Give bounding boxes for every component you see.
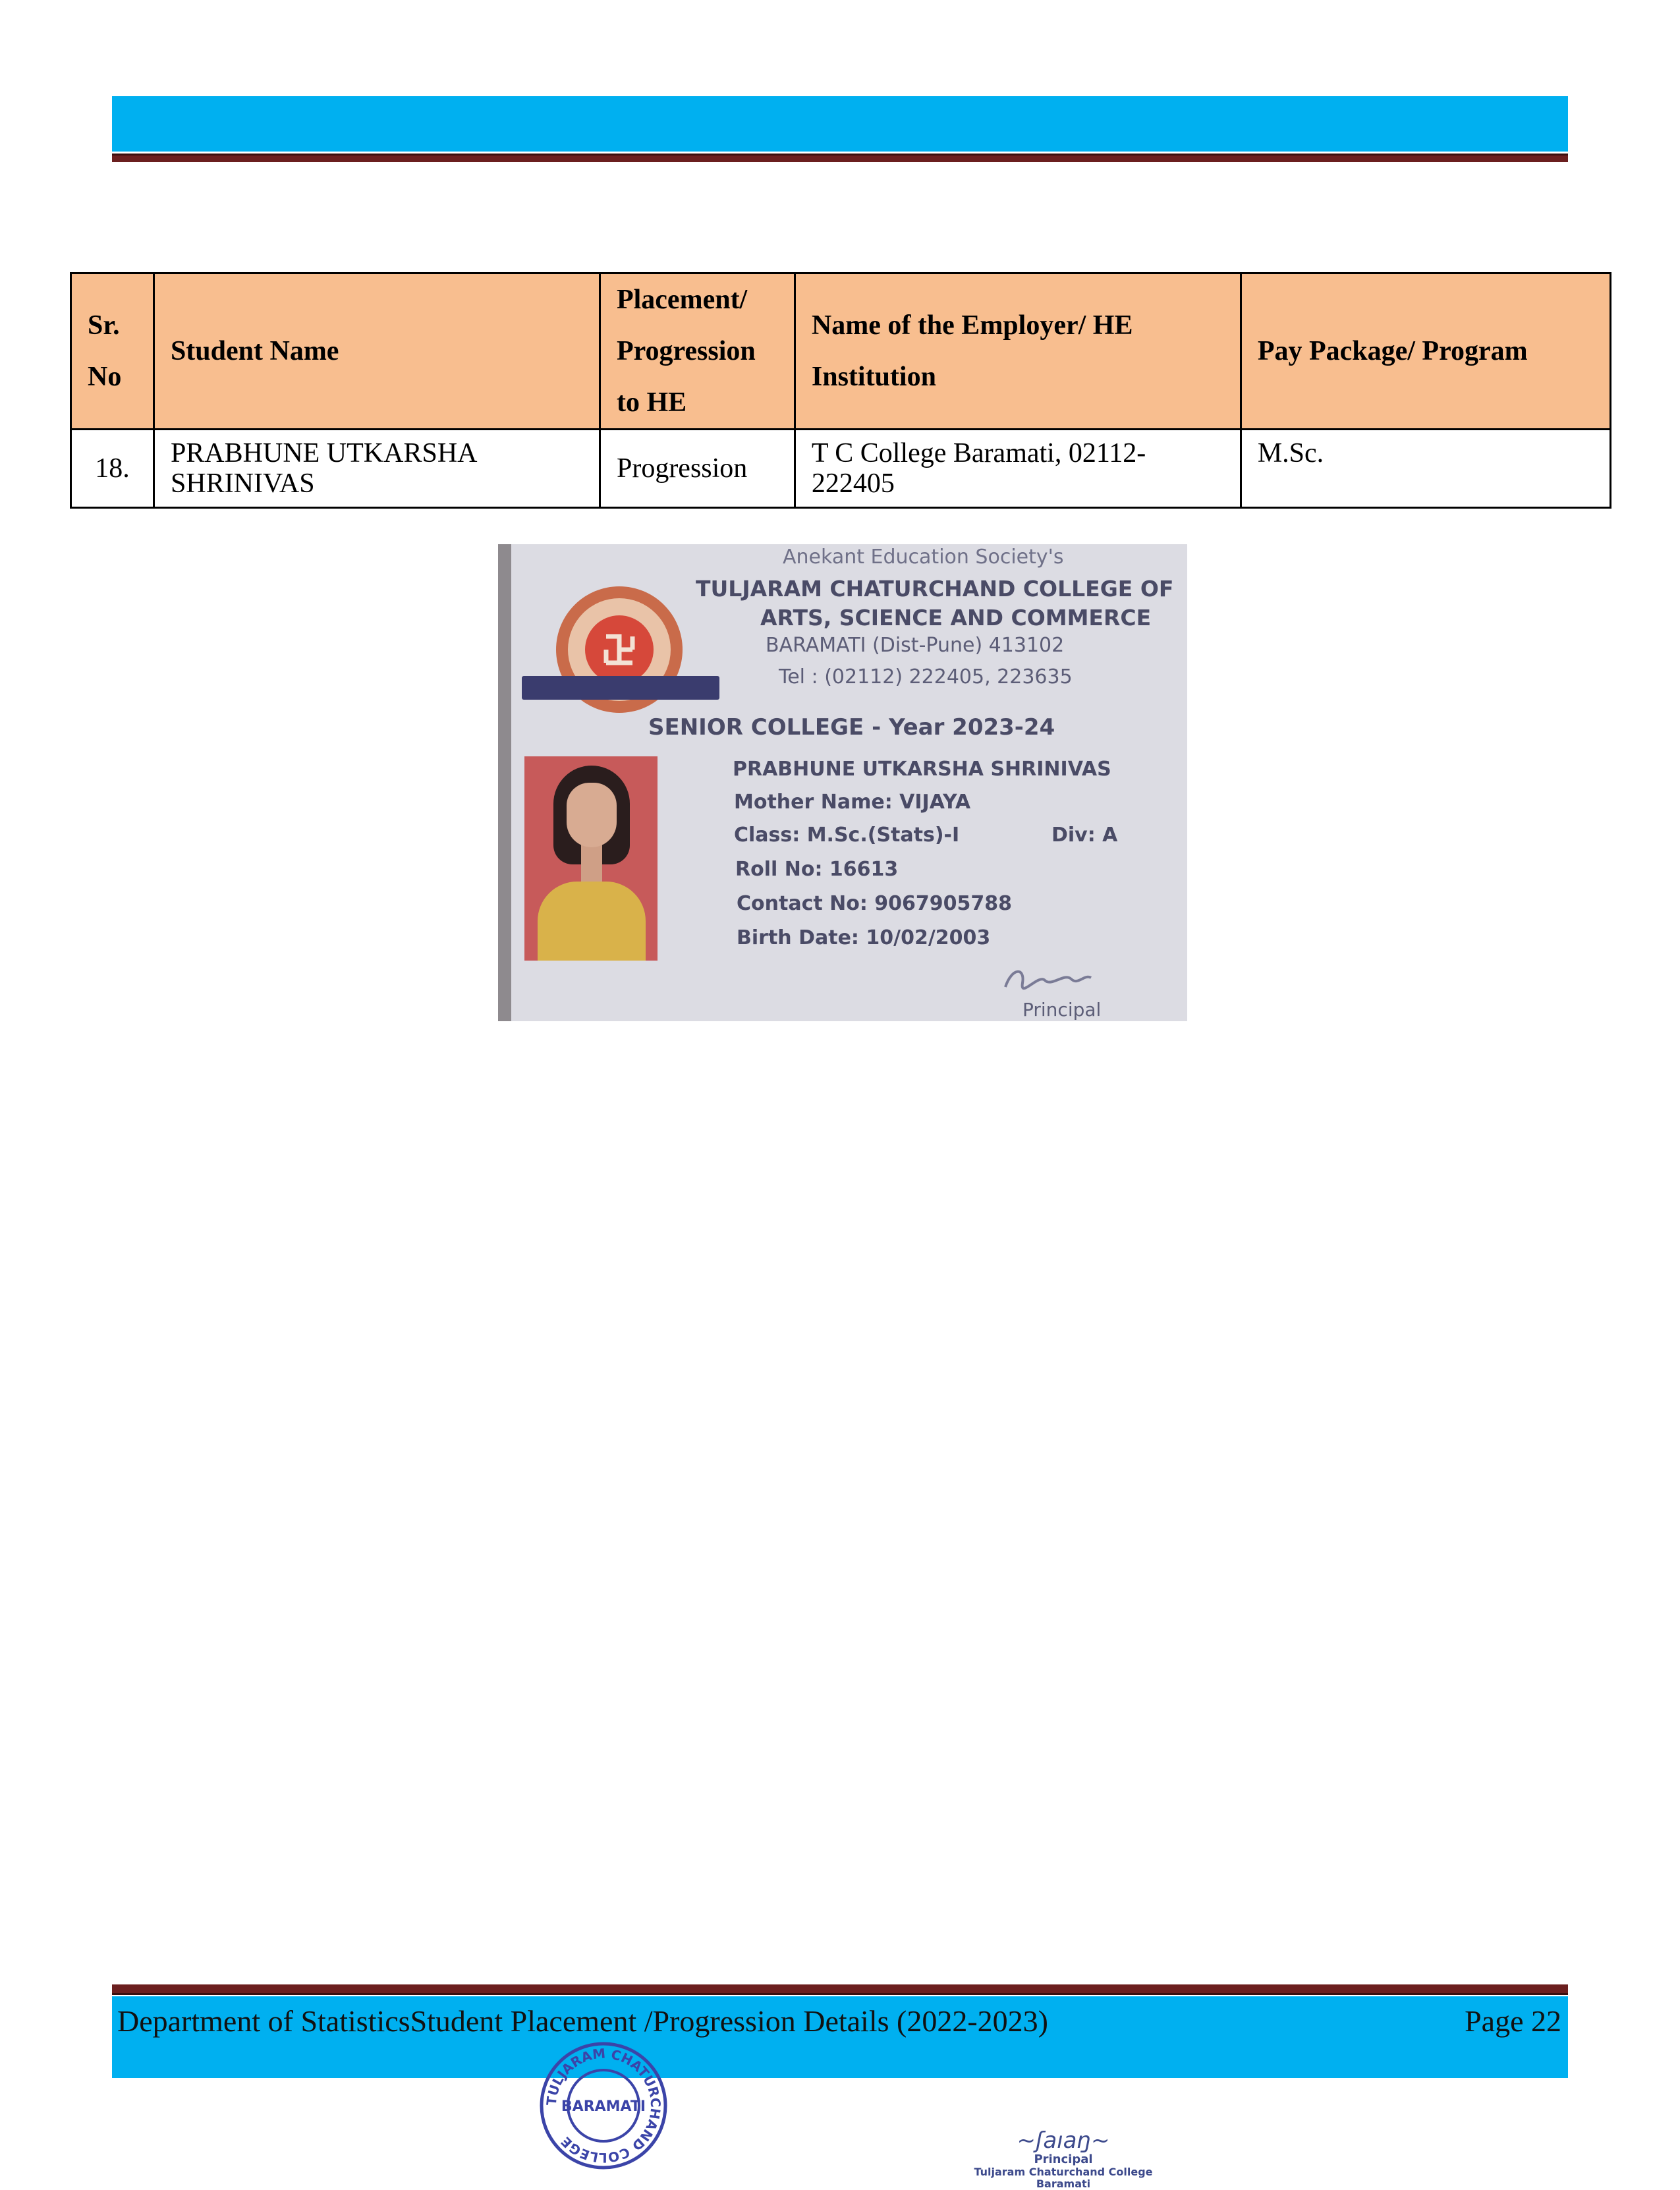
cell-employer: T C College Baramati, 02112-222405	[795, 430, 1241, 508]
seal-ring-text: TULJARAM CHATURCHAND COLLEGE	[543, 2045, 664, 2166]
cell-sr-no: 18.	[71, 430, 154, 508]
seal-center-text: BARAMATI	[561, 2098, 646, 2115]
card-signature-icon	[999, 961, 1098, 1000]
card-society: Anekant Education Society's	[783, 546, 1064, 569]
logo-banner	[522, 676, 719, 700]
cell-student-name: PRABHUNE UTKARSHA SHRINIVAS	[154, 430, 600, 508]
student-id-card-photo	[498, 544, 1187, 1021]
card-student-name: PRABHUNE UTKARSHA SHRINIVAS	[733, 758, 1111, 781]
header-pay-package: Pay Package/ Program	[1241, 273, 1610, 430]
card-contact-no: Contact No: 9067905788	[737, 892, 1013, 915]
cell-placement: Progression	[600, 430, 795, 508]
card-division: Div: A	[1051, 824, 1118, 847]
card-tel: Tel : (02112) 222405, 223635	[779, 665, 1073, 688]
header-rule	[112, 154, 1568, 162]
principal-signature	[971, 2128, 1156, 2190]
student-photo	[524, 756, 658, 961]
footer-title: Department of StatisticsStudent Placement /Progression Details (2022-2023)	[117, 2004, 1048, 2038]
principal-city: Baramati	[1036, 2177, 1091, 2190]
card-college-line1: TULJARAM CHATURCHAND COLLEGE OF	[696, 576, 1174, 602]
placement-table	[70, 272, 1611, 509]
principal-title: Principal	[1034, 2152, 1093, 2166]
card-year: SENIOR COLLEGE - Year 2023-24	[648, 714, 1055, 741]
table-header-row	[71, 273, 1611, 430]
card-college-line2: ARTS, SCIENCE AND COMMERCE	[760, 605, 1152, 631]
header-student-name: Student Name	[154, 273, 600, 430]
principal-signature-mark: ~ʃaıaŋ~	[1017, 2127, 1110, 2154]
card-principal: Principal	[1022, 999, 1102, 1021]
table-row	[71, 430, 1611, 508]
footer-rule	[112, 1984, 1568, 1995]
card-address: BARAMATI (Dist-Pune) 413102	[766, 634, 1065, 657]
header-employer: Name of the Employer/ HE Institution	[795, 273, 1241, 430]
header-placement: Placement/ Progression to HE	[600, 273, 795, 430]
card-class: Class: M.Sc.(Stats)-I	[734, 824, 960, 847]
card-edge-shadow	[498, 544, 511, 1021]
college-logo-icon	[542, 584, 697, 735]
principal-college: Tuljaram Chaturchand College	[974, 2166, 1153, 2178]
header-sr-no: Sr. No	[71, 273, 154, 430]
page-number: Page 22	[1465, 2004, 1561, 2038]
card-birth-date: Birth Date: 10/02/2003	[737, 926, 991, 949]
card-mother-name: Mother Name: VIJAYA	[734, 791, 971, 814]
college-seal-stamp	[539, 2041, 668, 2170]
header-band	[112, 96, 1568, 152]
card-roll-no: Roll No: 16613	[735, 858, 899, 881]
cell-pay-package: M.Sc.	[1241, 430, 1610, 508]
